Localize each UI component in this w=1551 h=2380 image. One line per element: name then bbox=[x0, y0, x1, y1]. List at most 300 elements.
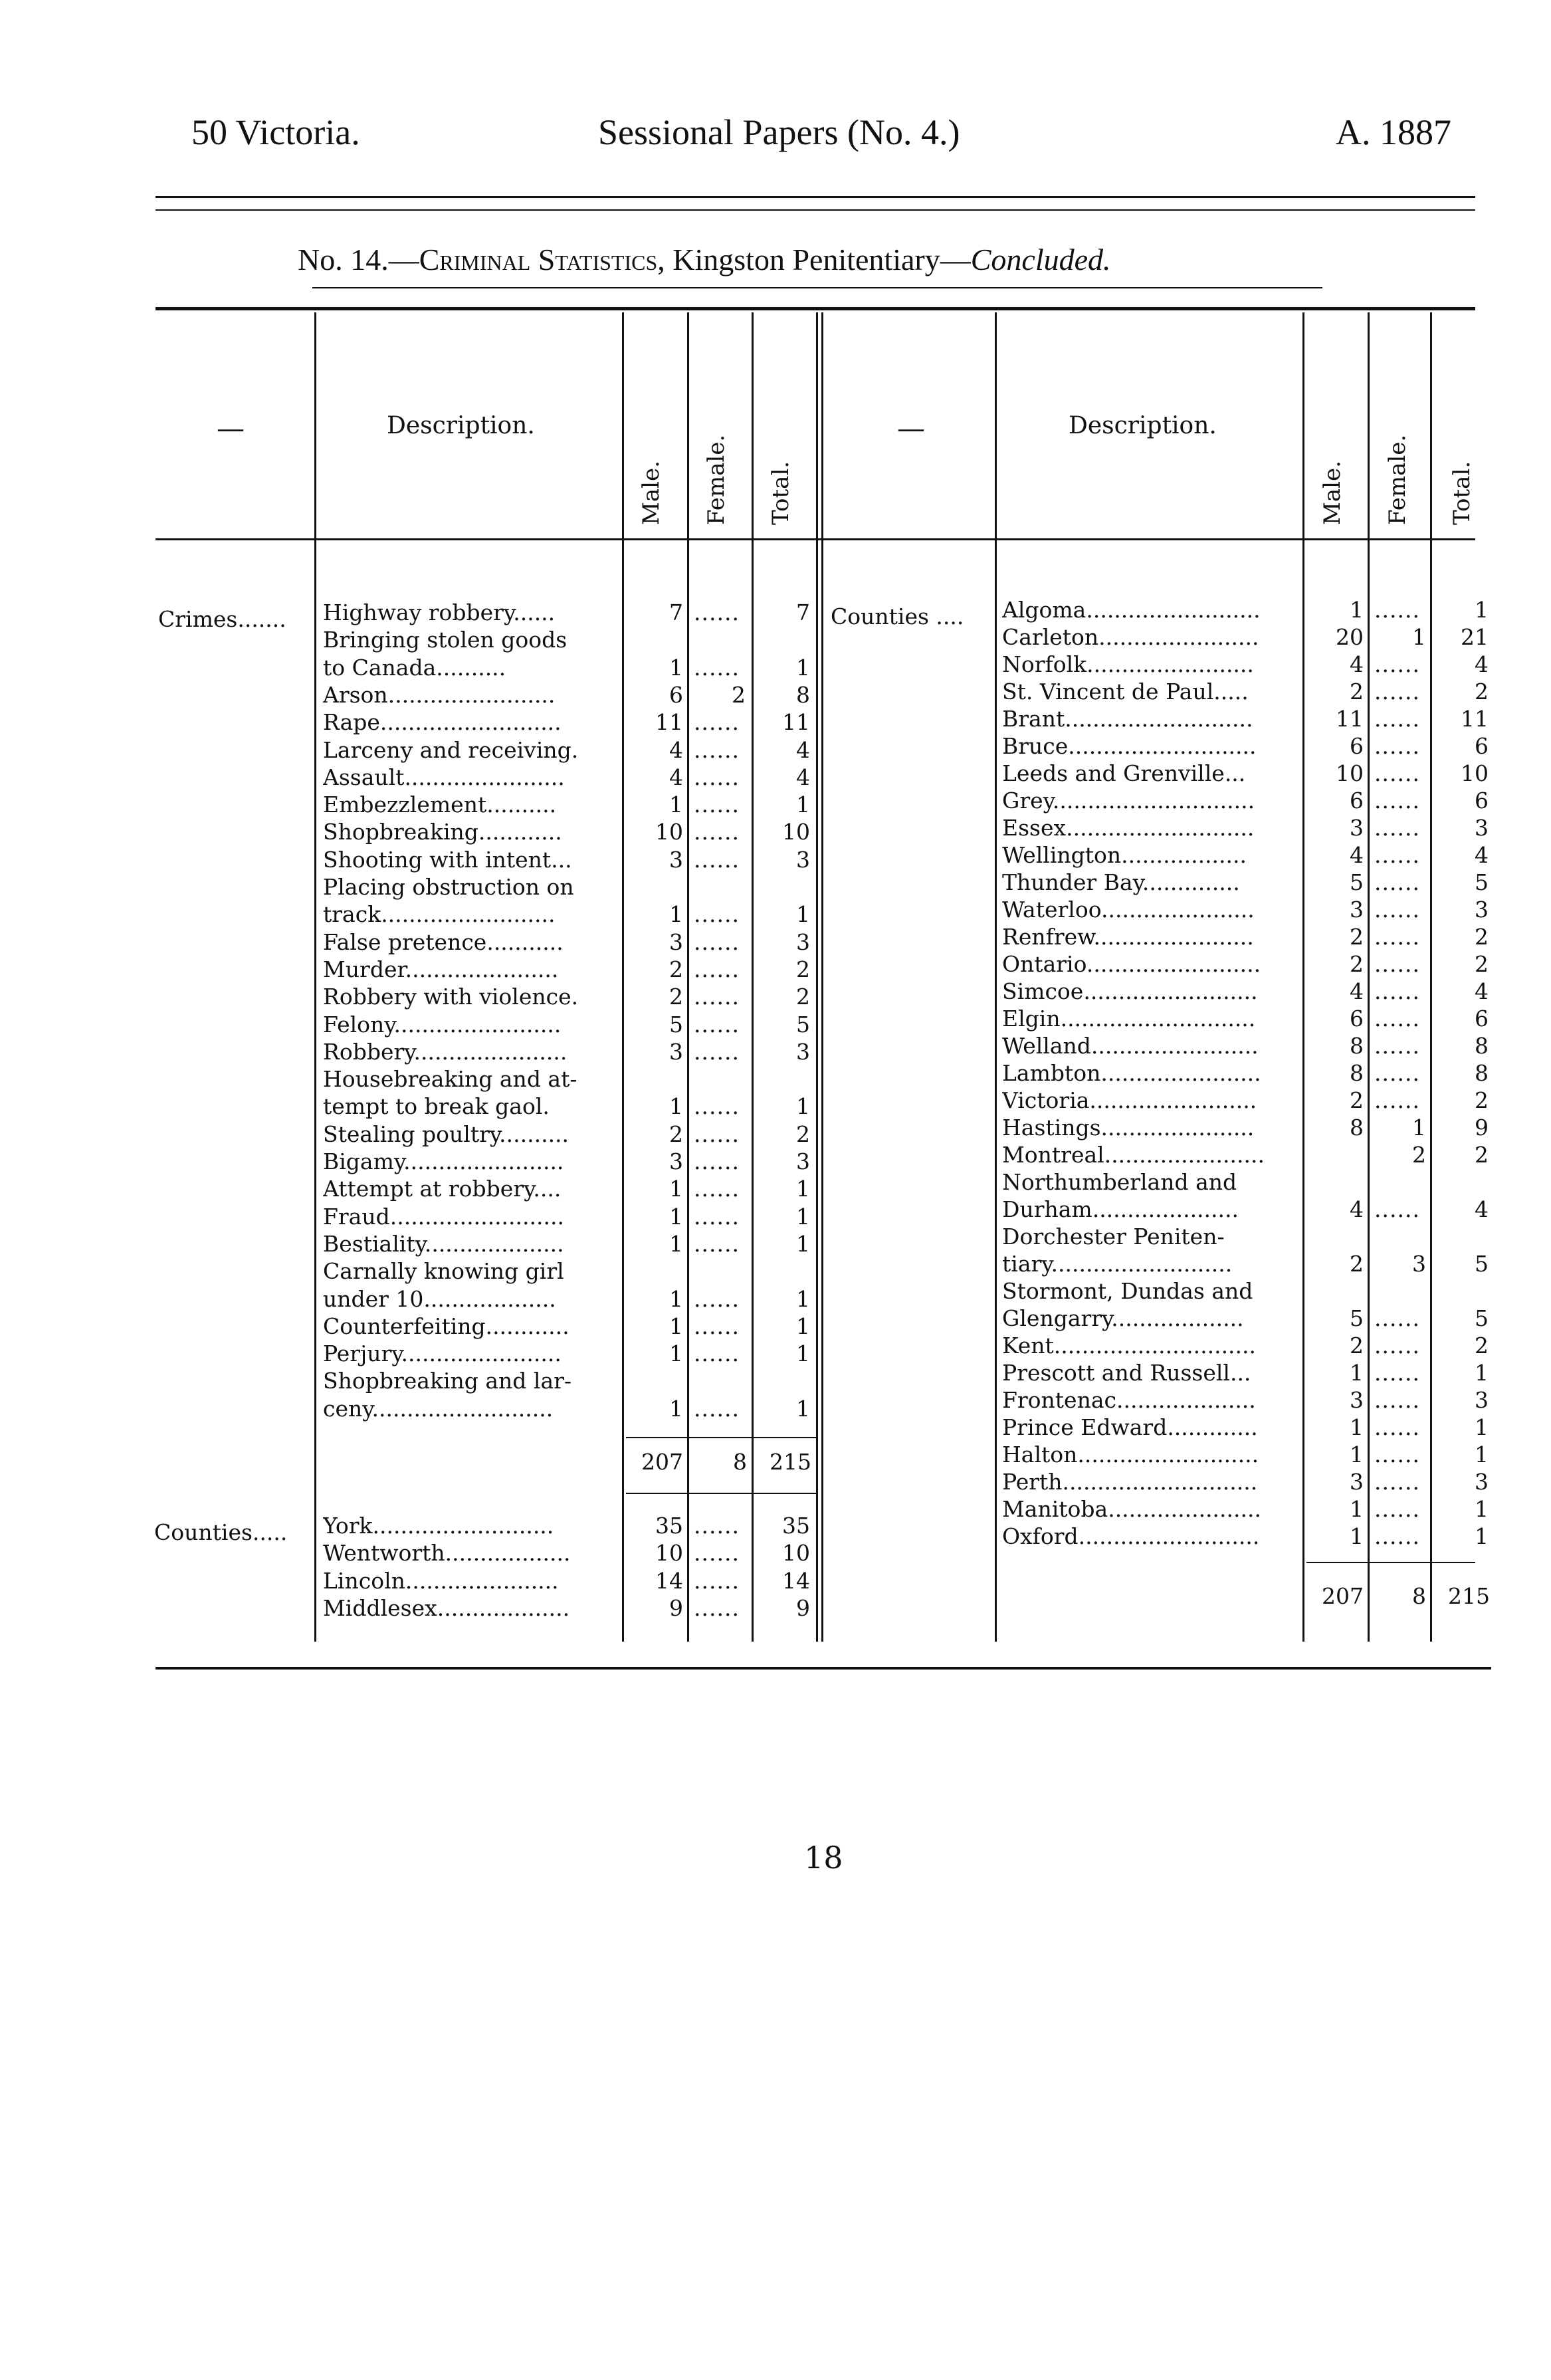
row-male: 3 bbox=[1350, 897, 1364, 922]
header-bottom-rule bbox=[155, 538, 1475, 540]
row-description: Shooting with intent... bbox=[323, 846, 572, 873]
row-description: Elgin............................ bbox=[1002, 1006, 1256, 1031]
row-male: 5 bbox=[1350, 869, 1364, 895]
row-description: Victoria........................ bbox=[1002, 1087, 1257, 1113]
table-row bbox=[0, 951, 1551, 978]
empty-cell-dots: ...... bbox=[1374, 1305, 1420, 1331]
row-description: Felony........................ bbox=[323, 1011, 562, 1037]
empty-cell-dots: ...... bbox=[694, 1011, 740, 1037]
row-description: Hastings...................... bbox=[1002, 1115, 1255, 1140]
row-total: 4 bbox=[1475, 842, 1489, 868]
row-description: Manitoba...................... bbox=[1002, 1496, 1261, 1522]
empty-cell-dots: ...... bbox=[694, 792, 740, 818]
title-italic: Concluded. bbox=[970, 243, 1111, 276]
row-description: Perth............................ bbox=[1002, 1469, 1258, 1495]
row-description: Murder...................... bbox=[323, 956, 559, 982]
row-total: 1 bbox=[796, 792, 810, 818]
row-total: 4 bbox=[1475, 1196, 1489, 1222]
row-total: 7 bbox=[796, 599, 810, 625]
row-female: 1 bbox=[1412, 624, 1426, 650]
row-male: 14 bbox=[655, 1567, 683, 1594]
row-description: Rape.......................... bbox=[323, 709, 562, 736]
row-male: 4 bbox=[1350, 651, 1364, 677]
left-description-header: Description. bbox=[387, 412, 535, 439]
row-female: 2 bbox=[732, 681, 746, 708]
row-total: 6 bbox=[1475, 1006, 1489, 1031]
empty-cell-dots: ...... bbox=[1374, 706, 1420, 732]
row-description: Stealing poultry.......... bbox=[323, 1121, 569, 1147]
row-total: 1 bbox=[796, 1230, 810, 1257]
empty-cell-dots: ...... bbox=[1374, 597, 1420, 623]
row-total: 8 bbox=[796, 681, 810, 708]
row-description: Highway robbery...... bbox=[323, 599, 556, 625]
left-blank-header: — bbox=[217, 412, 245, 445]
row-male: 6 bbox=[1350, 1006, 1364, 1031]
row-description: Grey............................. bbox=[1002, 788, 1255, 813]
row-male: 2 bbox=[1350, 1333, 1364, 1358]
title-rule bbox=[312, 287, 1322, 288]
row-male: 1 bbox=[1350, 1523, 1364, 1549]
row-description: Bruce........................... bbox=[1002, 733, 1257, 759]
empty-cell-dots: ...... bbox=[1374, 1414, 1420, 1440]
row-female: 2 bbox=[1412, 1142, 1426, 1168]
row-description: Waterloo...................... bbox=[1002, 897, 1255, 922]
row-description: York.......................... bbox=[323, 1513, 554, 1539]
row-male: 8 bbox=[1350, 1115, 1364, 1140]
row-total: 2 bbox=[1475, 679, 1489, 704]
row-total: 1 bbox=[796, 1341, 810, 1367]
table-row bbox=[0, 924, 1551, 950]
row-male: 6 bbox=[669, 681, 683, 708]
row-total: 6 bbox=[1475, 733, 1489, 759]
empty-cell-dots: ...... bbox=[1374, 1087, 1420, 1113]
row-description: Embezzlement.......... bbox=[323, 792, 557, 818]
row-male: 2 bbox=[669, 984, 683, 1010]
row-male: 11 bbox=[1336, 706, 1364, 732]
row-male: 8 bbox=[1350, 1060, 1364, 1086]
empty-cell-dots: ...... bbox=[694, 1395, 740, 1422]
row-male: 11 bbox=[655, 709, 683, 736]
title-middle: , Kingston Penitentiary— bbox=[657, 243, 971, 276]
row-male: 3 bbox=[1350, 1469, 1364, 1495]
empty-cell-dots: ...... bbox=[694, 736, 740, 763]
row-description: Leeds and Grenville... bbox=[1002, 760, 1246, 786]
right-grand-total-row bbox=[0, 1583, 1551, 1610]
table-bottom-rule bbox=[155, 1667, 1491, 1670]
row-description: St. Vincent de Paul..... bbox=[1002, 679, 1249, 704]
row-male: 6 bbox=[1350, 733, 1364, 759]
empty-cell-dots: ...... bbox=[694, 599, 740, 625]
table-row bbox=[0, 897, 1551, 923]
row-description: Perjury....................... bbox=[323, 1341, 562, 1367]
row-description: tempt to break gaol. bbox=[323, 1093, 550, 1120]
row-total: 1 bbox=[796, 1093, 810, 1120]
row-male: 3 bbox=[669, 1038, 683, 1065]
row-total: 10 bbox=[782, 1540, 810, 1567]
empty-cell-dots: ...... bbox=[694, 956, 740, 982]
empty-cell-dots: ...... bbox=[1374, 1333, 1420, 1358]
empty-cell-dots: ...... bbox=[1374, 1360, 1420, 1386]
row-description: Algoma......................... bbox=[1002, 597, 1261, 623]
empty-cell-dots: ...... bbox=[694, 1285, 740, 1312]
right-total-male: 207 bbox=[1322, 1583, 1364, 1609]
row-total: 2 bbox=[796, 956, 810, 982]
row-male: 7 bbox=[669, 599, 683, 625]
row-male: 2 bbox=[1350, 679, 1364, 704]
row-description: Robbery with violence. bbox=[323, 984, 579, 1010]
table-row bbox=[0, 1142, 1551, 1168]
table-row bbox=[0, 1360, 1551, 1386]
table-row bbox=[0, 869, 1551, 896]
table-row bbox=[0, 679, 1551, 705]
row-male: 1 bbox=[1350, 597, 1364, 623]
crimes-total-rule bbox=[626, 1493, 816, 1494]
row-description: Welland........................ bbox=[1002, 1033, 1259, 1059]
row-male: 1 bbox=[669, 1313, 683, 1339]
table-row bbox=[0, 1496, 1551, 1523]
row-description: Middlesex................... bbox=[323, 1594, 570, 1621]
row-total: 1 bbox=[1475, 1496, 1489, 1522]
row-description: Carleton....................... bbox=[1002, 624, 1259, 650]
empty-cell-dots: ...... bbox=[1374, 788, 1420, 813]
row-description: Placing obstruction on bbox=[323, 874, 574, 900]
row-male: 35 bbox=[655, 1513, 683, 1539]
empty-cell-dots: ...... bbox=[1374, 1006, 1420, 1031]
row-description: to Canada.......... bbox=[323, 654, 506, 681]
row-total: 1 bbox=[1475, 597, 1489, 623]
empty-cell-dots: ...... bbox=[694, 1513, 740, 1539]
row-total: 1 bbox=[796, 901, 810, 928]
row-total: 2 bbox=[1475, 1142, 1489, 1168]
header-year: A. 1887 bbox=[1336, 112, 1451, 152]
row-male: 2 bbox=[1350, 924, 1364, 950]
empty-cell-dots: ...... bbox=[694, 984, 740, 1010]
row-total: 4 bbox=[1475, 978, 1489, 1004]
row-total: 3 bbox=[796, 928, 810, 955]
row-total: 4 bbox=[796, 736, 810, 763]
row-total: 14 bbox=[782, 1567, 810, 1594]
row-male: 4 bbox=[1350, 842, 1364, 868]
table-row bbox=[0, 1115, 1551, 1141]
row-description: Stormont, Dundas and bbox=[1002, 1278, 1253, 1304]
row-male: 4 bbox=[1350, 978, 1364, 1004]
header-session: 50 Victoria. bbox=[191, 112, 360, 152]
empty-cell-dots: ...... bbox=[694, 1038, 740, 1065]
empty-cell-dots: ...... bbox=[694, 1176, 740, 1202]
empty-cell-dots: ...... bbox=[694, 1148, 740, 1174]
row-male: 2 bbox=[1350, 1251, 1364, 1277]
table-row bbox=[0, 733, 1551, 760]
row-male: 9 bbox=[669, 1594, 683, 1621]
row-total: 1 bbox=[796, 1203, 810, 1230]
row-description: Counterfeiting............ bbox=[323, 1313, 569, 1339]
table-row bbox=[0, 815, 1551, 841]
empty-cell-dots: ...... bbox=[694, 928, 740, 955]
row-description: Simcoe......................... bbox=[1002, 978, 1258, 1004]
row-total: 3 bbox=[1475, 815, 1489, 841]
row-total: 10 bbox=[1461, 760, 1489, 786]
row-total: 5 bbox=[1475, 1251, 1489, 1277]
header-rule-top bbox=[155, 196, 1475, 198]
row-description: Kent............................. bbox=[1002, 1333, 1257, 1358]
row-male: 1 bbox=[1350, 1414, 1364, 1440]
row-male: 20 bbox=[1336, 624, 1364, 650]
empty-cell-dots: ...... bbox=[1374, 1442, 1420, 1467]
row-male: 4 bbox=[1350, 1196, 1364, 1222]
row-description: Lambton....................... bbox=[1002, 1060, 1261, 1086]
row-total: 3 bbox=[1475, 1469, 1489, 1495]
header-rule-bottom bbox=[155, 209, 1475, 211]
row-male: 5 bbox=[1350, 1305, 1364, 1331]
row-male: 3 bbox=[1350, 1387, 1364, 1413]
row-description: track......................... bbox=[323, 901, 556, 928]
row-male: 1 bbox=[669, 901, 683, 928]
row-total: 3 bbox=[796, 1038, 810, 1065]
row-male: 1 bbox=[669, 1341, 683, 1367]
row-description: Prince Edward............. bbox=[1002, 1414, 1258, 1440]
row-male: 1 bbox=[669, 1093, 683, 1120]
row-male: 10 bbox=[1336, 760, 1364, 786]
left-female-header: Female. bbox=[703, 434, 730, 525]
empty-cell-dots: ...... bbox=[694, 1121, 740, 1147]
row-description: tiary.......................... bbox=[1002, 1251, 1233, 1277]
empty-cell-dots: ...... bbox=[1374, 679, 1420, 704]
row-description: Norfolk........................ bbox=[1002, 651, 1254, 677]
row-description: Lincoln...................... bbox=[323, 1567, 559, 1594]
row-total: 11 bbox=[1461, 706, 1489, 732]
row-male: 1 bbox=[1350, 1496, 1364, 1522]
row-description: under 10................... bbox=[323, 1285, 556, 1312]
empty-cell-dots: ...... bbox=[694, 1313, 740, 1339]
row-male: 1 bbox=[669, 1176, 683, 1202]
empty-cell-dots: ...... bbox=[1374, 897, 1420, 922]
row-total: 8 bbox=[1475, 1060, 1489, 1086]
empty-cell-dots: ...... bbox=[1374, 651, 1420, 677]
crimes-total-female: 8 bbox=[733, 1449, 747, 1475]
right-male-header: Male. bbox=[1319, 461, 1346, 525]
empty-cell-dots: ...... bbox=[694, 1093, 740, 1120]
empty-cell-dots: ...... bbox=[1374, 1196, 1420, 1222]
empty-cell-dots: ...... bbox=[694, 1341, 740, 1367]
empty-cell-dots: ...... bbox=[1374, 1387, 1420, 1413]
table-row bbox=[0, 788, 1551, 814]
row-total: 1 bbox=[1475, 1442, 1489, 1467]
row-total: 3 bbox=[1475, 1387, 1489, 1413]
row-total: 8 bbox=[1475, 1033, 1489, 1059]
row-male: 4 bbox=[669, 736, 683, 763]
empty-cell-dots: ...... bbox=[694, 654, 740, 681]
row-total: 1 bbox=[796, 1176, 810, 1202]
header-sessional-papers: Sessional Papers (No. 4.) bbox=[598, 112, 960, 152]
row-male: 1 bbox=[669, 1230, 683, 1257]
row-male: 8 bbox=[1350, 1033, 1364, 1059]
empty-cell-dots: ...... bbox=[1374, 978, 1420, 1004]
row-total: 6 bbox=[1475, 788, 1489, 813]
row-total: 3 bbox=[1475, 897, 1489, 922]
table-title bbox=[298, 242, 1111, 277]
row-male: 1 bbox=[1350, 1360, 1364, 1386]
row-description: Wellington.................. bbox=[1002, 842, 1247, 868]
row-description: Essex........................... bbox=[1002, 815, 1255, 841]
row-male: 2 bbox=[1350, 1087, 1364, 1113]
right-counties-label: Counties .... bbox=[831, 603, 964, 629]
empty-cell-dots: ...... bbox=[1374, 815, 1420, 841]
row-male: 1 bbox=[669, 1203, 683, 1230]
empty-cell-dots: ...... bbox=[1374, 733, 1420, 759]
table-row bbox=[0, 978, 1551, 1005]
table-row bbox=[0, 842, 1551, 869]
row-total: 2 bbox=[796, 984, 810, 1010]
row-total: 3 bbox=[796, 846, 810, 873]
row-total: 1 bbox=[796, 1395, 810, 1422]
empty-cell-dots: ...... bbox=[1374, 1523, 1420, 1549]
table-row bbox=[0, 1278, 1551, 1305]
table-row bbox=[0, 1251, 1551, 1277]
row-total: 9 bbox=[1475, 1115, 1489, 1140]
row-description: Assault....................... bbox=[323, 764, 565, 790]
table-row bbox=[0, 1087, 1551, 1114]
row-description: Arson........................ bbox=[323, 681, 556, 708]
right-total-female: 8 bbox=[1412, 1583, 1426, 1609]
title-prefix: No. 14.— bbox=[298, 243, 419, 276]
row-description: Housebreaking and at- bbox=[323, 1066, 577, 1093]
table-row bbox=[0, 1169, 1551, 1196]
row-description: Durham..................... bbox=[1002, 1196, 1239, 1222]
row-male: 3 bbox=[1350, 815, 1364, 841]
row-male: 1 bbox=[669, 1285, 683, 1312]
table-row bbox=[0, 706, 1551, 732]
row-total: 3 bbox=[796, 1148, 810, 1174]
row-description: Thunder Bay.............. bbox=[1002, 869, 1240, 895]
row-description: Northumberland and bbox=[1002, 1169, 1237, 1195]
row-total: 1 bbox=[1475, 1523, 1489, 1549]
empty-cell-dots: ...... bbox=[1374, 760, 1420, 786]
table-row bbox=[0, 1196, 1551, 1223]
row-total: 2 bbox=[1475, 924, 1489, 950]
row-total: 4 bbox=[1475, 651, 1489, 677]
crimes-total-row bbox=[0, 1449, 824, 1475]
empty-cell-dots: ...... bbox=[1374, 1496, 1420, 1522]
row-description: Robbery...................... bbox=[323, 1038, 568, 1065]
row-description: Oxford.......................... bbox=[1002, 1523, 1260, 1549]
row-male: 2 bbox=[669, 1121, 683, 1147]
page-number: 18 bbox=[804, 1840, 843, 1876]
row-description: Halton.......................... bbox=[1002, 1442, 1259, 1467]
row-description: Larceny and receiving. bbox=[323, 736, 579, 763]
row-description: False pretence........... bbox=[323, 928, 564, 955]
table-row bbox=[0, 1523, 1551, 1550]
right-description-header: Description. bbox=[1069, 412, 1217, 439]
row-total: 2 bbox=[1475, 951, 1489, 977]
right-blank-header: — bbox=[897, 412, 925, 445]
table-top-rule bbox=[155, 307, 1475, 310]
crimes-total-total: 215 bbox=[770, 1449, 811, 1475]
row-male: 3 bbox=[669, 1148, 683, 1174]
table-row bbox=[0, 760, 1551, 787]
table-row bbox=[0, 651, 1551, 678]
row-male: 2 bbox=[1350, 951, 1364, 977]
row-description: Carnally knowing girl bbox=[323, 1258, 564, 1285]
row-female: 3 bbox=[1412, 1251, 1426, 1277]
left-counties-label: Counties..... bbox=[154, 1519, 288, 1545]
table-row bbox=[0, 1060, 1551, 1087]
right-total-total: 215 bbox=[1448, 1583, 1490, 1609]
row-male: 1 bbox=[669, 654, 683, 681]
row-description: Shopbreaking and lar- bbox=[323, 1368, 572, 1394]
row-male: 10 bbox=[655, 819, 683, 845]
table-row bbox=[0, 1387, 1551, 1414]
row-description: Frontenac.................... bbox=[1002, 1387, 1256, 1413]
row-female: 1 bbox=[1412, 1115, 1426, 1140]
right-sum-rule bbox=[1306, 1562, 1475, 1563]
empty-cell-dots: ...... bbox=[1374, 1033, 1420, 1059]
empty-cell-dots: ...... bbox=[1374, 924, 1420, 950]
row-male: 1 bbox=[1350, 1442, 1364, 1467]
row-total: 2 bbox=[1475, 1333, 1489, 1358]
table-row bbox=[0, 1305, 1551, 1332]
row-description: Renfrew....................... bbox=[1002, 924, 1254, 950]
crimes-total-male: 207 bbox=[641, 1449, 683, 1475]
row-male: 6 bbox=[1350, 788, 1364, 813]
empty-cell-dots: ...... bbox=[694, 819, 740, 845]
title-smallcaps: Criminal Statistics bbox=[419, 243, 658, 276]
empty-cell-dots: ...... bbox=[694, 846, 740, 873]
row-total: 5 bbox=[1475, 1305, 1489, 1331]
row-total: 5 bbox=[796, 1011, 810, 1037]
table-row bbox=[0, 597, 1551, 623]
row-description: Bringing stolen goods bbox=[323, 627, 568, 653]
row-description: Bigamy....................... bbox=[323, 1148, 564, 1174]
row-male: 3 bbox=[669, 846, 683, 873]
row-description: Prescott and Russell... bbox=[1002, 1360, 1251, 1386]
row-total: 21 bbox=[1461, 624, 1489, 650]
left-male-header: Male. bbox=[638, 461, 665, 525]
empty-cell-dots: ...... bbox=[694, 764, 740, 790]
row-total: 35 bbox=[782, 1513, 810, 1539]
row-description: Ontario......................... bbox=[1002, 951, 1261, 977]
table-row bbox=[0, 1333, 1551, 1359]
left-total-header: Total. bbox=[768, 461, 794, 525]
crimes-label: Crimes....... bbox=[158, 606, 286, 632]
empty-cell-dots: ...... bbox=[694, 1567, 740, 1594]
row-description: Montreal....................... bbox=[1002, 1142, 1265, 1168]
row-description: Bestiality.................... bbox=[323, 1230, 564, 1257]
row-description: Attempt at robbery.... bbox=[323, 1176, 562, 1202]
row-description: Glengarry................... bbox=[1002, 1305, 1244, 1331]
right-total-header: Total. bbox=[1449, 461, 1475, 525]
table-row bbox=[0, 1006, 1551, 1032]
row-description: Dorchester Peniten- bbox=[1002, 1224, 1225, 1249]
row-total: 10 bbox=[782, 819, 810, 845]
table-row bbox=[0, 1224, 1551, 1250]
row-male: 5 bbox=[669, 1011, 683, 1037]
row-description: Wentworth.................. bbox=[323, 1540, 571, 1567]
empty-cell-dots: ...... bbox=[694, 901, 740, 928]
row-male: 1 bbox=[669, 792, 683, 818]
row-total: 2 bbox=[1475, 1087, 1489, 1113]
row-male: 1 bbox=[669, 1395, 683, 1422]
row-male: 3 bbox=[669, 928, 683, 955]
row-total: 4 bbox=[796, 764, 810, 790]
row-total: 1 bbox=[1475, 1414, 1489, 1440]
row-description: ceny.......................... bbox=[323, 1395, 554, 1422]
crimes-sum-rule bbox=[626, 1437, 816, 1438]
row-total: 11 bbox=[782, 709, 810, 736]
table-row bbox=[0, 624, 1551, 651]
empty-cell-dots: ...... bbox=[1374, 951, 1420, 977]
row-description: Brant........................... bbox=[1002, 706, 1253, 732]
empty-cell-dots: ...... bbox=[1374, 1469, 1420, 1495]
